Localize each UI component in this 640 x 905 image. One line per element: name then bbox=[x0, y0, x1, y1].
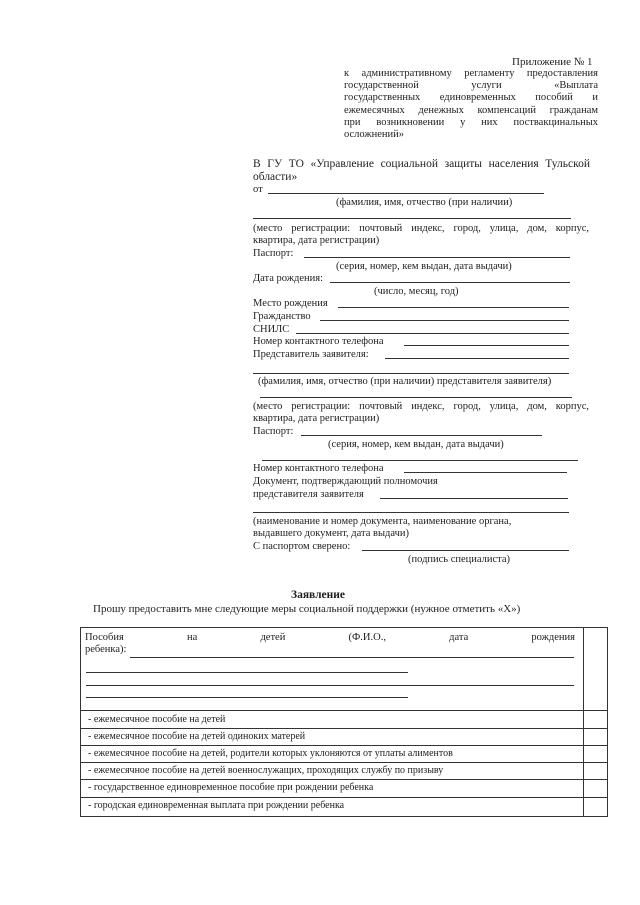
rep-passport-hint: (серия, номер, кем выдан, дата выдачи) bbox=[328, 439, 504, 450]
child-field[interactable] bbox=[86, 672, 408, 673]
addressee-line: области» bbox=[253, 171, 298, 183]
benefit-option: - государственное единовременное пособие при рождении ребенка bbox=[88, 782, 374, 793]
appendix-line: государственных единовременных пособий и bbox=[344, 92, 598, 104]
rep-passport-field[interactable] bbox=[301, 435, 542, 436]
rep-fio-field[interactable] bbox=[253, 373, 569, 374]
statement-request: Прошу предоставить мне следующие меры социальной поддержки (нужное отметить «X») bbox=[93, 603, 521, 615]
checkbox-cell[interactable] bbox=[584, 746, 606, 761]
birth-place-field[interactable] bbox=[338, 307, 569, 308]
benefit-option: - ежемесячное пособие на детей bbox=[88, 714, 226, 725]
birth-date-label: Дата рождения: bbox=[253, 273, 324, 284]
appendix-line: к административному регламенту предоставления bbox=[344, 68, 598, 79]
benefit-option: - ежемесячное пособие на детей военнослужащих, проходящих службу по призыву bbox=[88, 765, 444, 776]
benefit-option: - городская единовременная выплата при рождении ребенка bbox=[88, 800, 345, 811]
rep-phone-field[interactable] bbox=[404, 472, 567, 473]
row-divider bbox=[80, 762, 607, 763]
table-header-line: ребенка): bbox=[85, 644, 127, 656]
checkbox-cell[interactable] bbox=[584, 780, 606, 796]
addressee-line: В ГУ ТО «Управление социальной защиты населения Тульской bbox=[253, 158, 590, 170]
child-field[interactable] bbox=[130, 657, 574, 658]
doc-hint: выдавшего документ, дата выдачи) bbox=[253, 528, 409, 539]
fio-field[interactable] bbox=[268, 193, 544, 194]
representative-label: Представитель заявителя: bbox=[253, 349, 369, 360]
row-divider bbox=[80, 779, 607, 780]
table-header bbox=[85, 632, 575, 656]
rep-passport-label: Паспорт: bbox=[253, 426, 294, 437]
rep-phone-label: Номер контактного телефона bbox=[253, 463, 384, 474]
rep-extra-field[interactable] bbox=[262, 460, 578, 461]
birth-place-label: Место рождения bbox=[253, 298, 328, 309]
appendix-line: осложнений» bbox=[344, 129, 405, 141]
fio-hint: (фамилия, имя, отчество (при наличии) bbox=[336, 197, 513, 208]
doc-label: Документ, подтверждающий полномочия bbox=[253, 476, 438, 487]
row-divider bbox=[80, 728, 607, 729]
checkbox-cell[interactable] bbox=[584, 711, 606, 727]
statement-title: Заявление bbox=[291, 589, 346, 601]
phone-field[interactable] bbox=[404, 345, 569, 346]
signature-field[interactable] bbox=[362, 550, 569, 551]
address-field[interactable] bbox=[253, 218, 571, 219]
birth-date-field[interactable] bbox=[330, 282, 570, 283]
row-divider bbox=[80, 710, 607, 711]
table-header-line: Пособия на детей (Ф.И.О., дата рождения bbox=[85, 632, 575, 643]
appendix-text bbox=[344, 68, 598, 141]
address-hint: квартира, дата регистрации) bbox=[253, 235, 380, 246]
rep-address-hint: (место регистрации: почтовый индекс, город, улица, дом, корпус, bbox=[253, 401, 589, 412]
appendix-line: государственной услуги «Выплата bbox=[344, 80, 598, 92]
phone-label: Номер контактного телефона bbox=[253, 336, 384, 347]
row-divider bbox=[80, 745, 607, 746]
birth-date-hint: (число, месяц, год) bbox=[374, 286, 459, 297]
checkbox-cell[interactable] bbox=[584, 798, 606, 814]
citizenship-field[interactable] bbox=[320, 320, 569, 321]
checked-label: С паспортом сверено: bbox=[253, 541, 351, 552]
appendix-line: ежемесячных денежных компенсаций гражданам bbox=[344, 104, 598, 116]
snils-label: СНИЛС bbox=[253, 324, 290, 335]
representative-field[interactable] bbox=[385, 358, 569, 359]
doc-label: представителя заявителя bbox=[253, 489, 364, 500]
address-hint: (место регистрации: почтовый индекс, город, улица, дом, корпус, bbox=[253, 223, 589, 234]
checkbox-cell[interactable] bbox=[584, 763, 606, 778]
passport-field[interactable] bbox=[304, 257, 570, 258]
appendix-number: Приложение № 1 bbox=[512, 56, 593, 68]
from-label: от bbox=[253, 184, 263, 195]
doc-hint: (наименование и номер документа, наименование органа, bbox=[253, 516, 512, 527]
rep-address-field[interactable] bbox=[260, 397, 572, 398]
passport-label: Паспорт: bbox=[253, 248, 294, 259]
snils-field[interactable] bbox=[296, 333, 569, 334]
rep-fio-hint: (фамилия, имя, отчество (при наличии) представителя заявителя) bbox=[258, 376, 552, 387]
benefit-option: - ежемесячное пособие на детей одиноких матерей bbox=[88, 731, 306, 742]
child-field[interactable] bbox=[86, 685, 574, 686]
row-divider bbox=[80, 797, 607, 798]
child-field[interactable] bbox=[86, 697, 408, 698]
appendix-line: при возникновении у них поствакцинальных bbox=[344, 116, 598, 128]
rep-address-hint: квартира, дата регистрации) bbox=[253, 413, 380, 424]
signature-hint: (подпись специалиста) bbox=[408, 554, 511, 565]
benefit-option: - ежемесячное пособие на детей, родители которых уклоняются от уплаты алиментов bbox=[88, 748, 453, 759]
doc-extra-field[interactable] bbox=[253, 512, 569, 513]
citizenship-label: Гражданство bbox=[253, 311, 311, 322]
passport-hint: (серия, номер, кем выдан, дата выдачи) bbox=[336, 261, 512, 272]
doc-field[interactable] bbox=[380, 498, 568, 499]
checkbox-cell[interactable] bbox=[584, 729, 606, 744]
